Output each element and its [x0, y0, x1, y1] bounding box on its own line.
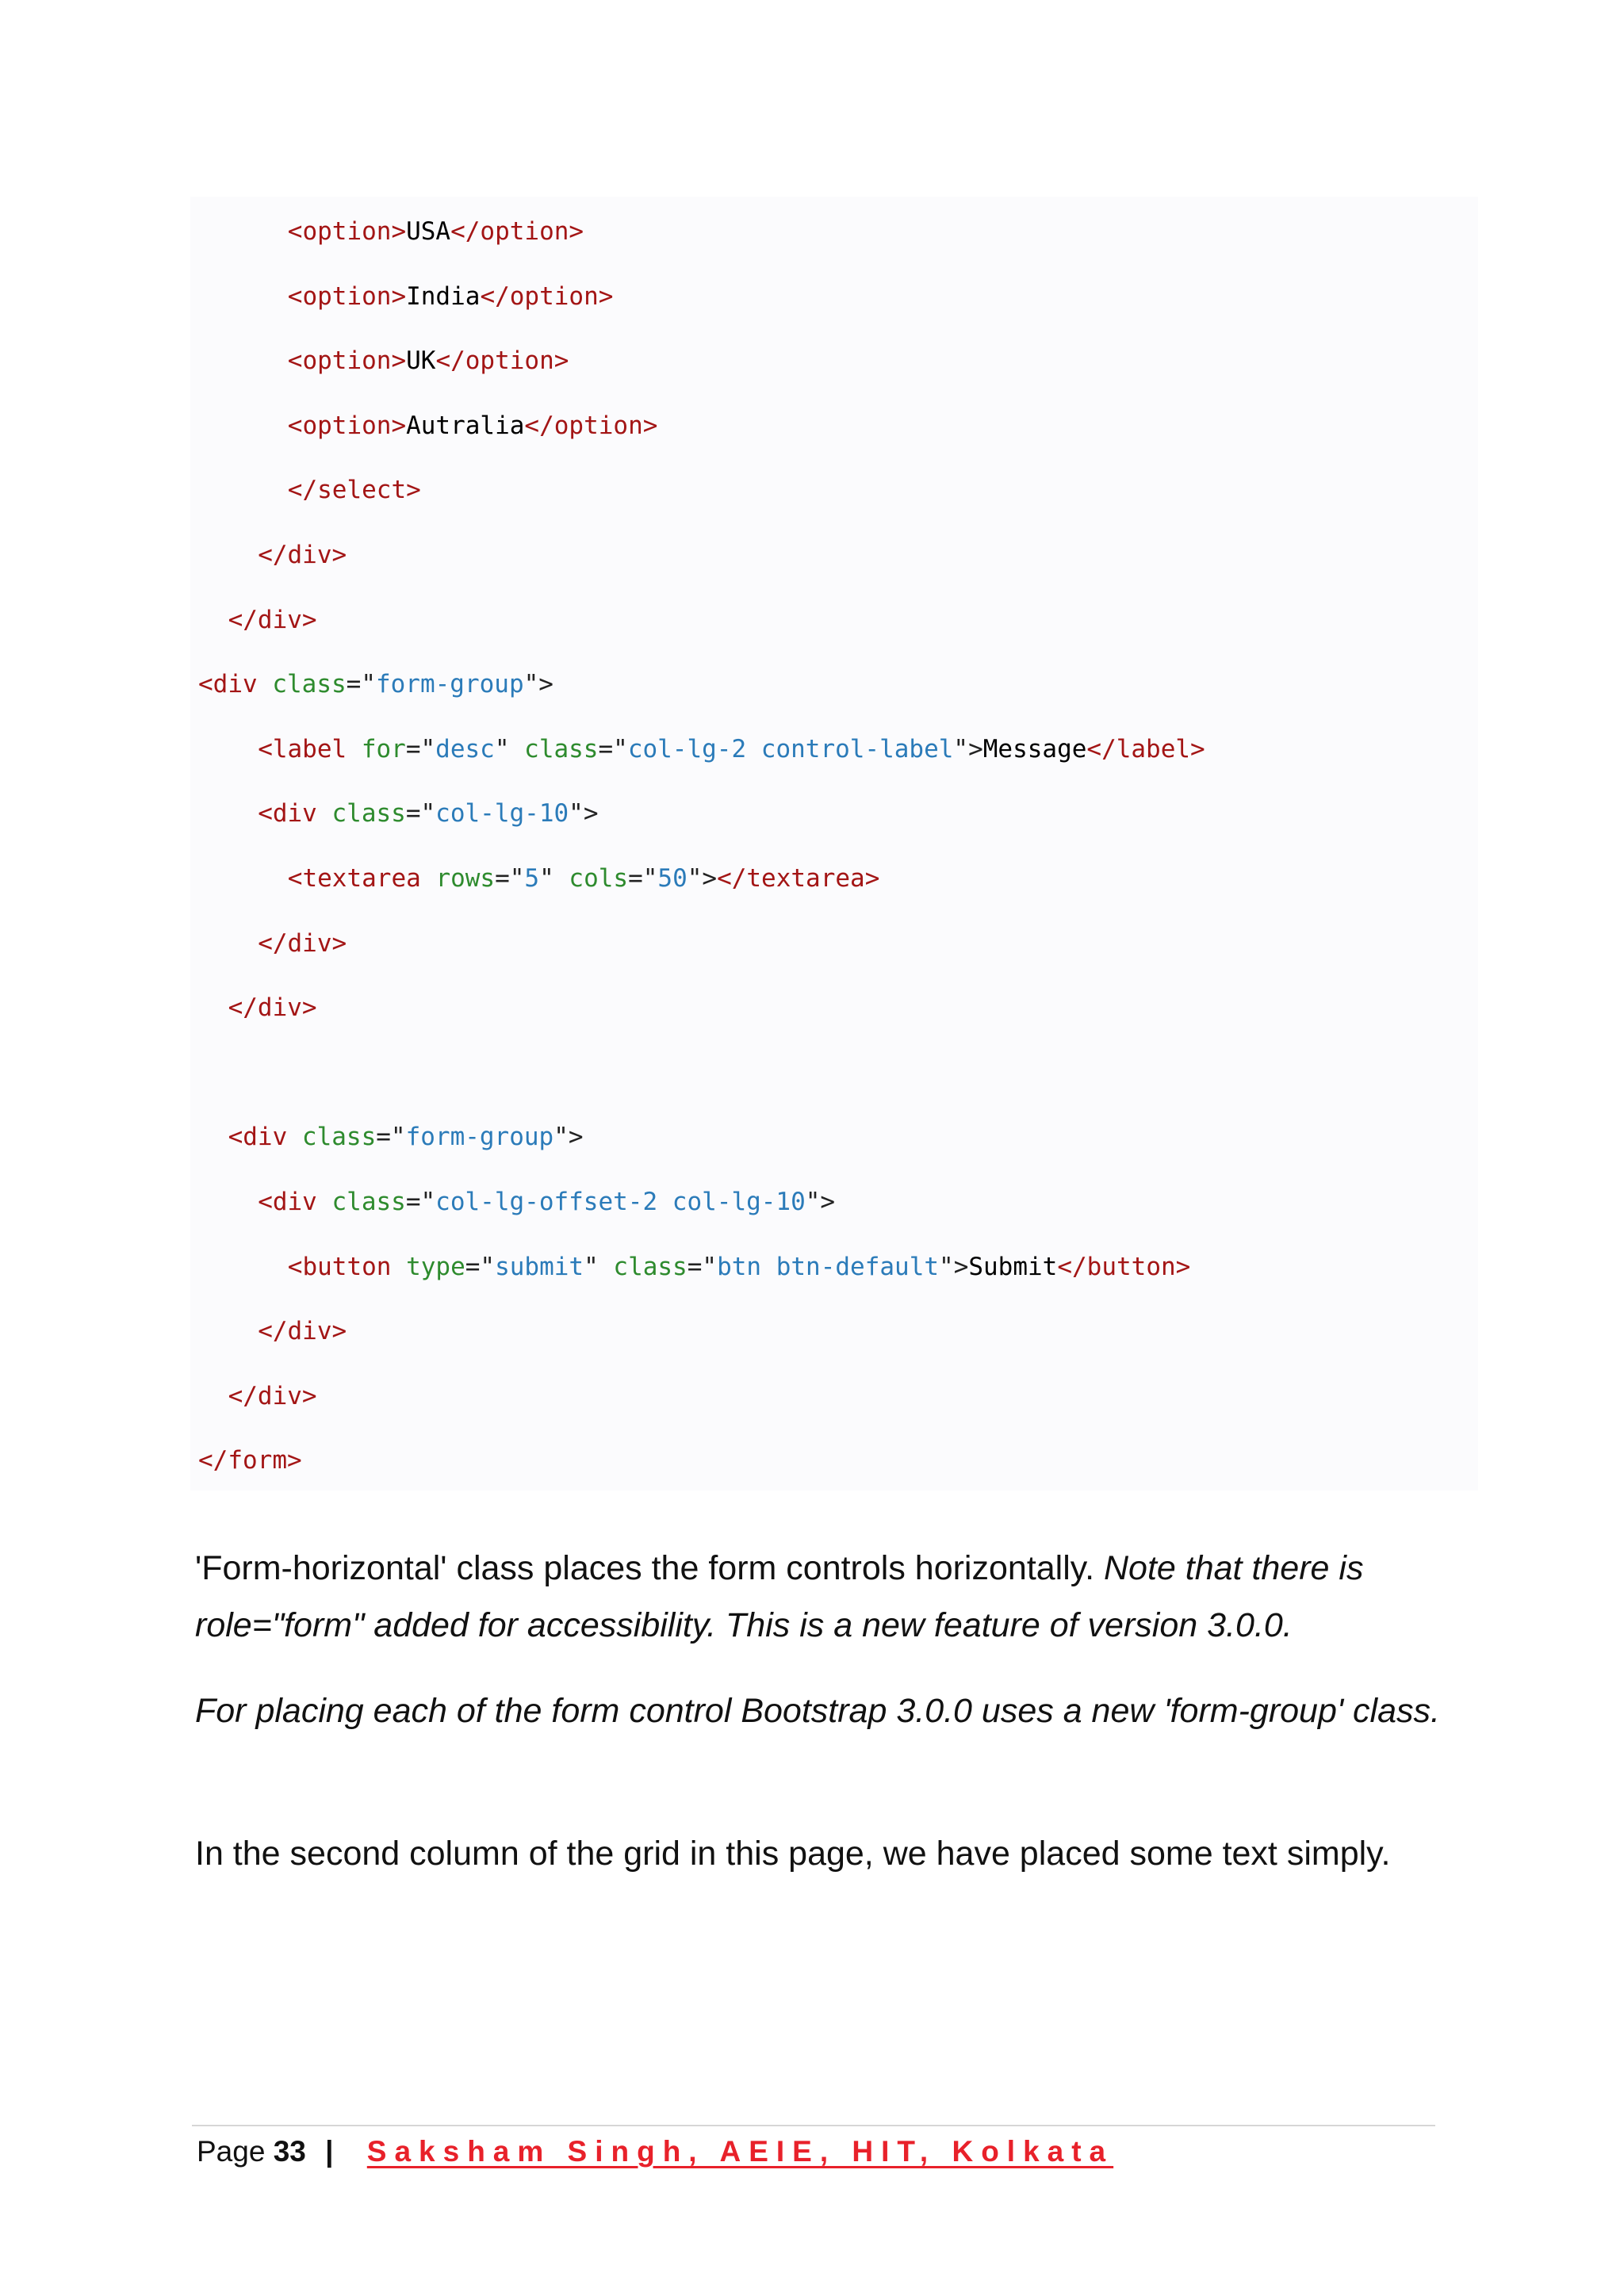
code-token: " — [494, 734, 525, 763]
code-token: =" — [465, 1252, 496, 1281]
code-token: <div — [198, 670, 273, 699]
code-token: "> — [523, 670, 553, 699]
code-token: </textarea> — [717, 864, 880, 893]
code-token: "> — [939, 1252, 969, 1281]
paragraph-second-column — [195, 1825, 1464, 1882]
code-token: class — [331, 1188, 406, 1216]
code-line — [228, 992, 317, 1024]
code-token: "> — [805, 1188, 836, 1216]
code-token: class — [613, 1252, 688, 1281]
code-token: </div> — [228, 1381, 317, 1410]
code-line — [258, 539, 347, 571]
code-token: "> — [687, 864, 718, 893]
code-token: 50 — [657, 864, 688, 893]
code-token: </option> — [480, 281, 614, 311]
footer-author: Saksham Singh, AEIE, HIT, Kolkata — [366, 2135, 1114, 2168]
code-token: form-group — [405, 1123, 554, 1152]
page-footer — [197, 2130, 1113, 2174]
code-token: </button> — [1057, 1252, 1191, 1281]
code-token: =" — [405, 734, 436, 763]
code-line — [228, 604, 317, 636]
code-token: <label — [258, 734, 362, 763]
code-token: =" — [346, 670, 376, 699]
code-token: <textarea — [287, 864, 436, 893]
code-line — [288, 1251, 1191, 1283]
code-line — [288, 345, 569, 377]
code-line — [258, 928, 347, 959]
code-token: Message — [982, 734, 1087, 763]
code-token: </div> — [258, 541, 347, 569]
code-token: </div> — [228, 605, 317, 634]
code-line — [228, 1121, 584, 1153]
code-token: </form> — [198, 1446, 302, 1475]
code-token: India — [406, 281, 481, 311]
code-token: <div — [258, 1188, 332, 1216]
code-token: form-group — [375, 670, 524, 699]
code-line — [258, 798, 598, 829]
code-token: col-lg-10 — [435, 799, 569, 828]
code-line — [228, 1380, 317, 1412]
paragraph-form-horizontal — [195, 1540, 1464, 1654]
code-token: </option> — [450, 217, 584, 246]
code-token: for — [361, 734, 406, 763]
code-token: =" — [495, 864, 525, 893]
code-token: <button — [287, 1252, 407, 1281]
code-line — [258, 1315, 347, 1347]
code-token: col-lg-2 control-label — [627, 734, 954, 763]
paragraph-italic-text: Note that there is role="form" added for accessibility. This is a new feature of version 3.0.0. — [195, 1549, 1364, 1644]
code-line — [288, 863, 880, 894]
code-token: desc — [435, 734, 495, 763]
code-token: =" — [598, 734, 628, 763]
code-token: class — [524, 734, 599, 763]
code-line — [288, 281, 614, 312]
code-token: btn btn-default — [717, 1252, 940, 1281]
code-token: " — [539, 864, 569, 893]
code-token: submit — [495, 1252, 584, 1281]
code-token: =" — [405, 1188, 436, 1216]
code-token: class — [331, 799, 406, 828]
code-line — [198, 668, 553, 700]
code-block — [190, 197, 1478, 1490]
code-token: " — [584, 1252, 614, 1281]
code-line — [198, 1445, 302, 1476]
code-token: </div> — [258, 1317, 347, 1346]
code-token: </div> — [258, 928, 347, 958]
code-token: cols — [569, 864, 629, 893]
code-token: "> — [953, 734, 983, 763]
code-token: <div — [228, 1123, 302, 1152]
code-token: <option> — [287, 281, 407, 311]
code-token: Autralia — [406, 411, 525, 440]
code-token: =" — [628, 864, 658, 893]
code-token: =" — [687, 1252, 718, 1281]
paragraph-text: In the second column of the grid in this page, we have placed some text simply. — [195, 1835, 1391, 1873]
code-token: "> — [553, 1123, 584, 1152]
code-token: col-lg-offset-2 col-lg-10 — [435, 1188, 806, 1216]
code-token: type — [406, 1252, 465, 1281]
code-token: </option> — [524, 411, 658, 440]
code-token: USA — [406, 217, 451, 246]
code-token: "> — [569, 799, 599, 828]
footer-divider — [192, 2125, 1435, 2126]
code-token: =" — [376, 1123, 406, 1152]
code-line — [258, 1186, 835, 1218]
footer-separator: | — [325, 2135, 334, 2168]
code-token: </label> — [1086, 734, 1205, 763]
code-token: </option> — [435, 346, 569, 376]
code-token: class — [301, 1123, 377, 1152]
page-label: Page — [197, 2135, 266, 2168]
code-token: </div> — [228, 993, 317, 1023]
code-token: rows — [435, 864, 496, 893]
paragraph-italic-text: For placing each of the form control Bootstrap 3.0.0 uses a new 'form-group' class. — [195, 1692, 1440, 1730]
paragraph-form-group — [195, 1682, 1464, 1739]
code-line — [288, 474, 421, 506]
page-number: 33 — [273, 2135, 306, 2168]
code-line — [258, 733, 1205, 765]
code-token: UK — [406, 346, 436, 376]
code-token: =" — [405, 799, 436, 828]
code-token: </select> — [287, 476, 421, 505]
code-token: <div — [258, 799, 332, 828]
code-token: <option> — [287, 411, 407, 440]
code-line — [288, 216, 584, 247]
code-token: <option> — [287, 346, 407, 376]
code-token: Submit — [968, 1252, 1058, 1281]
code-token: 5 — [524, 864, 540, 893]
code-token: <option> — [287, 217, 407, 246]
paragraph-text: 'Form-horizontal' class places the form controls horizontally. — [195, 1549, 1104, 1587]
code-line — [288, 410, 658, 442]
code-token: class — [272, 670, 347, 699]
